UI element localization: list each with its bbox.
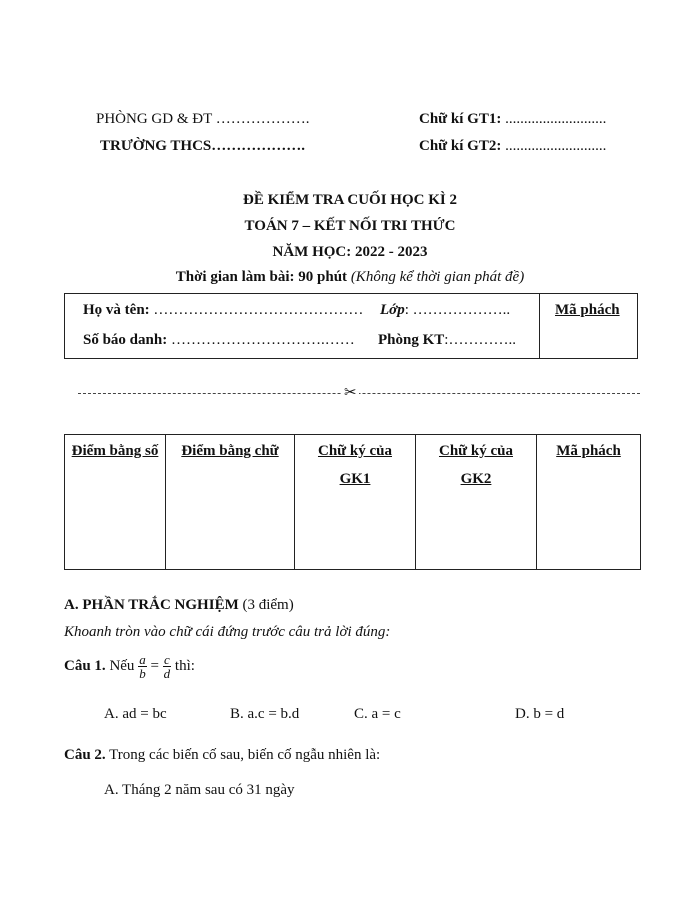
section-a-instruction: Khoanh tròn vào chữ cái đứng trước câu trả lời đúng:: [64, 624, 391, 640]
q1-option-a[interactable]: A. ad = bc: [104, 706, 167, 722]
fraction-c-d: $\frac{c}{d}$: [163, 652, 171, 682]
school-year: NĂM HỌC: 2022 - 2023: [272, 244, 428, 260]
examiner2-signature-cell: Chữ ký của GK2: [416, 435, 537, 570]
scissors-icon: ✂: [344, 383, 357, 401]
signature-gt1: Chữ kí GT1: ...........................: [419, 111, 607, 127]
school-line: TRƯỜNG THCS……………….: [100, 138, 306, 154]
score-number-cell: Điểm bằng số: [65, 435, 166, 570]
question-2: Câu 2. Trong các biến cố sau, biến cố ngẫu nhiên là:: [64, 747, 381, 763]
exam-time: Thời gian làm bài: 90 phút (Không kể thời gian phát đề): [175, 269, 525, 285]
candidate-number-field[interactable]: Số báo danh: ………………………….……: [83, 332, 355, 348]
q1-option-b[interactable]: B. a.c = b.d: [230, 706, 300, 722]
student-name-field[interactable]: Họ và tên: ……………………………………: [83, 302, 364, 318]
code-cell: Mã phách: [537, 435, 641, 570]
cut-line: [78, 393, 640, 394]
fraction-a-b: $\frac{a}{b}$: [139, 652, 146, 682]
score-words-cell: Điểm bằng chữ: [166, 435, 295, 570]
q2-option-a[interactable]: A. Tháng 2 năm sau có 31 ngày: [104, 782, 295, 798]
question-1: Câu 1. Nếu $\frac{a}{b}$ = $\frac{c}{d}$ thì:: [64, 652, 195, 682]
department-line: PHÒNG GD & ĐT ……………….: [96, 111, 310, 127]
signature-gt2: Chữ kí GT2: ...........................: [419, 138, 607, 154]
box-divider: [539, 294, 540, 358]
exam-room-field[interactable]: Phòng KT:…………..: [378, 332, 516, 348]
q1-option-c[interactable]: C. a = c: [354, 706, 401, 722]
code-label: Mã phách: [555, 302, 620, 318]
exam-subject: TOÁN 7 – KẾT NỐI TRI THỨC: [244, 218, 456, 234]
grade-table: [64, 434, 641, 570]
student-info-box: [64, 293, 638, 359]
examiner1-signature-cell: Chữ ký của GK1: [295, 435, 416, 570]
q1-option-d[interactable]: D. b = d: [515, 706, 565, 722]
class-field[interactable]: Lớp: ………………..: [380, 302, 511, 318]
section-a-title: A. PHẦN TRẮC NGHIỆM (3 điểm): [64, 597, 294, 613]
exam-title: ĐỀ KIỂM TRA CUỐI HỌC KÌ 2: [243, 192, 457, 208]
